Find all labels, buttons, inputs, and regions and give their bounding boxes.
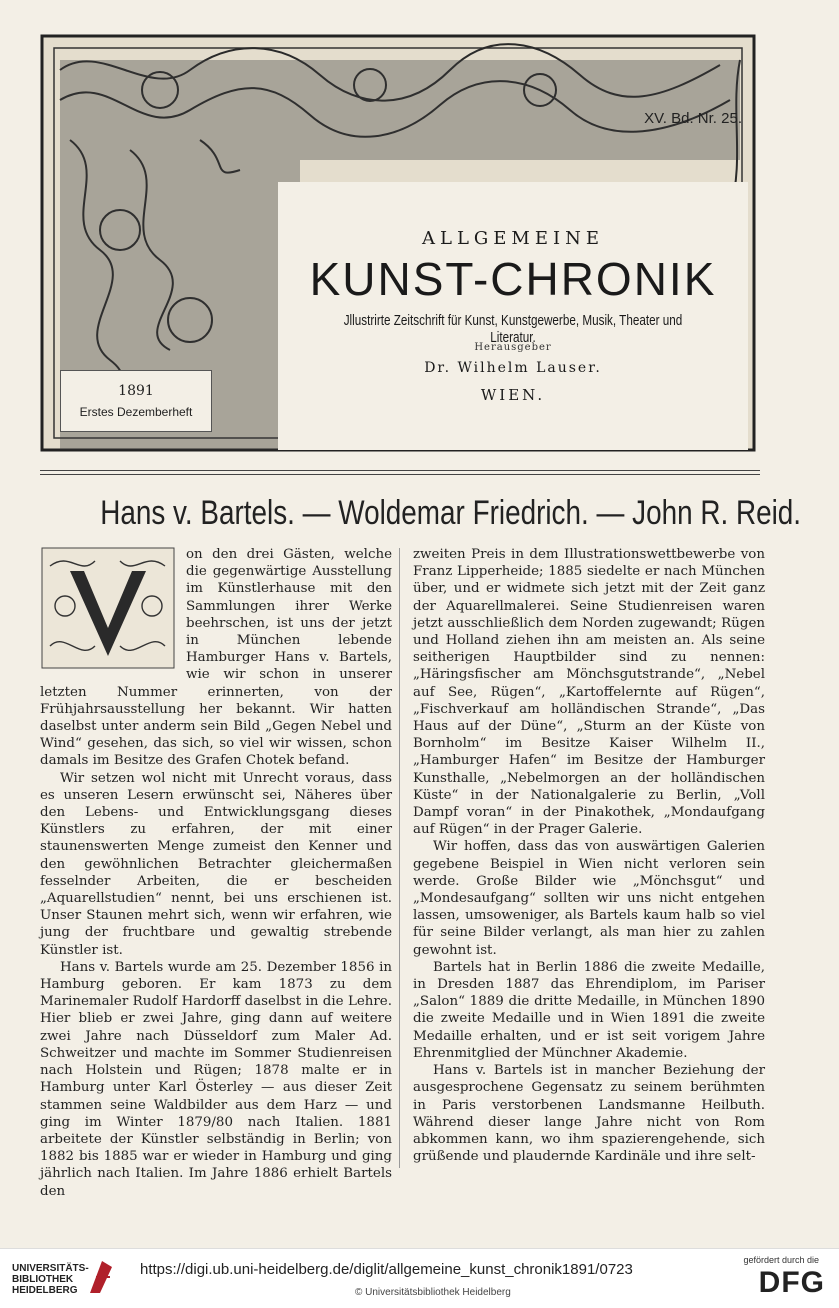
title-panel [278,182,748,450]
paragraph: Hans v. Bartels ist in mancher Beziehung der ausgesprochene Gegensatz zu seinem berühmten in Paris verstorbenen Landsmanne Heilbuth. Während dieser lange Jahre nicht von Rom abkommen kann, wo ihm spazierengehende, sich grüßende und plaudernde Kardinäle und ihre selt- [413,1063,765,1165]
library-name-line: HEIDELBERG [12,1285,78,1296]
library-name-line: UNIVERSITÄTS- [12,1263,89,1274]
masthead-subtitle: Jllustrirte Zeitschrift für Kunst, Kunstgewerbe, Musik, Theater und Literatur. [343,312,683,346]
paragraph: Hans v. Bartels wurde am 25. Dezember 1856 in Hamburg geboren. Er kam 1873 zu dem Marinemaler Rudolf Hardorff daselbst in die Lehre. Hier blieb er zwei Jahre, ging dann auf weitere zwei Jahre nach Düsseldorf zum Maler Ad. Schweitzer und machte im Sommer Studienreisen nach Holstein und Rügen; 1878 malte er in Hamburg unter Karl Österley — aus dieser Zeit stammen seine Waldbilder aus dem Harz — und ging im Winter 1879/80 nach Italien. 1881 arbeitete der Künstler selbständig in Berlin; von 1882 bis 1885 war er wieder in Hamburg und ging jährlich nach Italien. Im Jahre 1886 erhielt Bartels den [40,959,392,1199]
paragraph: zweiten Preis in dem Illustrationswettbewerbe von Franz Lipperheide; 1885 siedelte er nach München über, und er widmete sich jetzt mit der Zeit ganz der Aquarellmalerei. Seine Studienreisen waren jetzt ausschließlich dem Norden zugewandt; Rügen und Holland ziehen ihn am meisten an. Als seine seitherigen Hauptbilder sind zu nennen: „Häringsfischer am Mönchsgutstrande“, „Nebel auf See, Rügen“, „Kartoffelernte auf Rügen“, „Fischverkauf am holländischen Strande“, „Das Haus auf der Düne“, „Sturm an der Küste von Bornholm“ im Besitze Kaiser Wilhelm II., „Hamburger Hafen“ im Besitze der Hamburger Kunsthalle, „Nebelmorgen an der holländischen Küste“ in der Nationalgalerie zu Berlin, „Voll Dampf voran“ in der Pinakothek, „Mondaufgang auf Rügen“ in der Prager Galerie. [413,547,765,838]
masthead [40,30,760,460]
masthead-city: WIEN. [480,386,546,404]
date-issue-name: Erstes Dezemberheft [79,405,193,419]
right-column [413,546,765,1165]
divider-rule [40,474,760,475]
column-divider [399,548,400,1168]
divider-rule [40,470,760,471]
paragraph: Bartels hat in Berlin 1886 die zweite Medaille, in Dresden 1887 das Ehrendiplom, im Pariser „Salon“ 1889 die dritte Medaille, in München 1890 die zweite Medaille und in Wien 1891 die zweite Medaille erhalten, und er ist seit vorigem Jahre Ehrenmitglied der Münchner Akademie. [413,959,765,1061]
viewer-footer [0,1248,839,1308]
permalink-url[interactable]: https://digi.ub.uni-heidelberg.de/diglit/allgemeine_kunst_chronik1891/0723 [140,1261,633,1278]
issue-number: XV. Bd. Nr. 25. [644,110,742,127]
paragraph: Wir setzen wol nicht mit Unrecht voraus, dass es unseren Lesern erwünscht sei, Näheres über den Lebens- und Entwicklungsgang dieses Künstlers zu erfahren, der mit einer staunenswerten Menge zumeist den Kenner und den gewöhnlichen Betrachter gleichermaßen fesselnder Arbeiten, die er bescheiden „Aquarellstudien“ nennt, bei uns erschienen ist. Unser Staunen mehrt sich, wenn wir erfahren, wie jung der fruchtbare und gewaltig strebende Künstler ist. [40,770,392,958]
funding-label: gefördert durch die [743,1255,819,1265]
editor-label: Herausgeber [474,342,552,353]
paragraph: on den drei Gästen, welche die gegenwärtige Ausstellung im Künstlerhause mit den Sammlungen ihrer Werke beehrschen, ist uns der jetzt in München lebende Hamburger Hans v. Bartels, wie wir schon in unserer letzten Nummer erinnerten, von der Frühjahrsausstellung her bekannt. Wir hatten daselbst unter anderm sein Bild „Gegen Nebel und Wind“ gesehen, das sich, so viel wir wissen, schon damals im Besitze des Grafen Chotek befand. [40,547,392,769]
library-logo[interactable] [12,1263,89,1296]
masthead-title: KUNST-CHRONIK [309,253,717,305]
date-box [60,370,212,432]
library-name-line: BIBLIOTHEK [12,1274,74,1285]
dfg-logo[interactable]: DFG [758,1266,825,1299]
paragraph: Wir hoffen, dass das von auswärtigen Galerien gegebene Beispiel in Wien nicht verloren sein werde. Große Bilder wie „Mönchsgut“ und „Mondesaufgang“ sollten wir uns nicht entgehen lassen, umsoweniger, als Bartels kaum halb so viel für seine Bilder verlangt, als man hier zu zahlen gewohnt ist. [413,839,765,958]
library-emblem-icon [86,1257,116,1297]
editor-name: Dr. Wilhelm Lauser. [424,360,602,376]
article-headline: Hans v. Bartels. — Woldemar Friedrich. — John R. Reid. [100,494,802,532]
decorated-initial-icon [40,546,178,672]
date-year: 1891 [118,383,154,399]
left-column [40,546,392,1200]
masthead-overtitle: ALLGEMEINE [422,228,604,249]
copyright-notice: © Universitätsbibliothek Heidelberg [355,1287,511,1298]
